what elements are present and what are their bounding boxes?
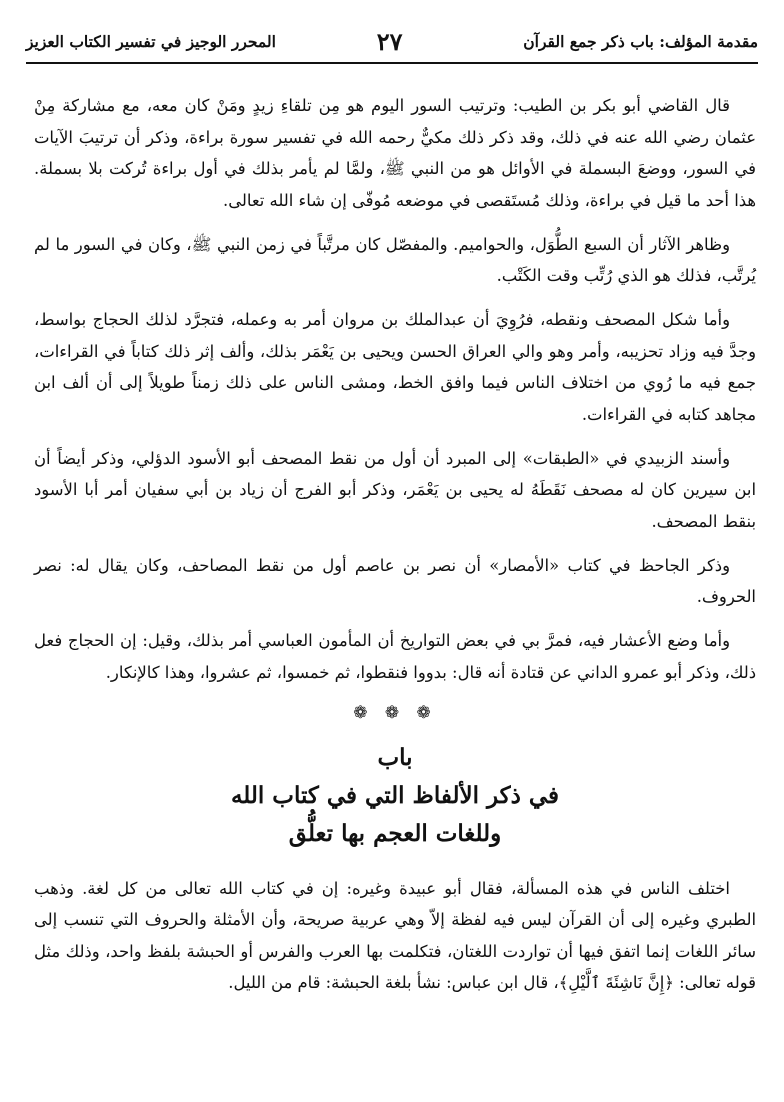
paragraph: قال القاضي أبو بكر بن الطيب: وترتيب السور اليوم هو مِن تلقاءِ زيدٍ ومَنْ كان معه، مع مشاركة مِنْ عثمان رضي الله عنه في ذلك، وقد ذكر ذلك مكيٌّ رحمه الله في تفسير سورة براءة، وذكر أن ترتيبَ الآيات في السور، ووضعَ البسملة في الأوائل هو من النبي ﷺ، ولمَّا لم يأمر بذلك في أول براءة تُركت بلا بسملة. هذا أحد ما قيل في براءة، وذلك مُستَقصى في موضعه مُوفّى إن شاء الله تعالى. [34, 96, 756, 210]
section-ornament: ❁ ❁ ❁ [353, 702, 437, 723]
paragraph: وأما شكل المصحف ونقطه، فرُوِيَ أن عبدالملك بن مروان أمر به وعمله، فتجرَّد لذلك الحجاج بواسط، وجدَّ فيه وزاد تحزيبه، وأمر وهو والي العراق الحسن ويحيى بن يَعْمَر بذلك، وألف إثر ذلك كتاباً في القراءات، جمع فيه ما رُوي من اختلاف الناس فيما وافق الخط، ومشى الناس على ذلك زمناً طويلاً إلى أن ألف ابن مجاهد كتابه في القراءات. [34, 310, 756, 424]
running-header [26, 24, 758, 60]
header-divider [26, 62, 758, 64]
paragraph: وأما وضع الأعشار فيه، فمرَّ بي في بعض التواريخ أن المأمون العباسي أمر بذلك، وقيل: إن الحجاج فعل ذلك، وذكر أبو عمرو الداني عن قتادة أنه قال: بدووا فنقطوا، ثم خمسوا، ثم عشروا، وهذا كالإنكار. [34, 631, 756, 682]
paragraph: وأسند الزبيدي في «الطبقات» إلى المبرد أن أول من نقط المصحف أبو الأسود الدؤلي، وذكر أيضاً أن ابن سيرين كان له مصحف نَقَطَهُ له يحيى بن يَعْمَر، وذكر أبو الفرج أن زياد بن أبي سفيان أمر أبا الأسود بنقط المصحف. [34, 448, 756, 531]
book-running-title: المحرر الوجيز في تفسير الكتاب العزيز [26, 32, 276, 52]
chapter-heading-line: وللغات العجم بها تعلُّق [288, 819, 502, 847]
chapter-heading-line: في ذكر الألفاظ التي في كتاب الله [230, 781, 560, 809]
chapter-running-title: مقدمة المؤلف: باب ذكر جمع القرآن [523, 32, 758, 52]
paragraph: وذكر الجاحظ في كتاب «الأمصار» أن نصر بن عاصم أول من نقط المصاحف، وكان يقال له: نصر الحروف. [34, 555, 756, 606]
chapter-heading [34, 739, 756, 853]
paragraph: اختلف الناس في هذه المسألة، فقال أبو عبيدة وغيره: إن في كتاب الله تعالى من كل لغة. وذهب الطبري وغيره إلى أن القرآن ليس فيه لفظة إلاّ وهي عربية صريحة، وأن الأمثلة والحروف التي تنسب إلى سائر اللغات إنما اتفق فيها أن تواردت اللغتان، فتكلمت بها العرب والفرس أو الحبشة بلفظ واحد، وذلك مثل قوله تعالى: ﴿إِنَّ نَاشِئَةَ ٱلَّيْلِ﴾، قال ابن عباس: نشأ بلغة الحبشة: قام من الليل. [34, 878, 756, 992]
paragraph: وظاهر الآثار أن السبع الطُّوَل، والحواميم. والمفصّل كان مرتَّباً في زمن النبي ﷺ، وكان في السور ما لم يُرتَّب، فذلك هو الذي رُتِّب وقت الكَتْب. [34, 234, 756, 285]
page-body [34, 90, 756, 1011]
page-number: ٢٧ [376, 27, 403, 56]
chapter-heading-line: باب [377, 743, 413, 771]
